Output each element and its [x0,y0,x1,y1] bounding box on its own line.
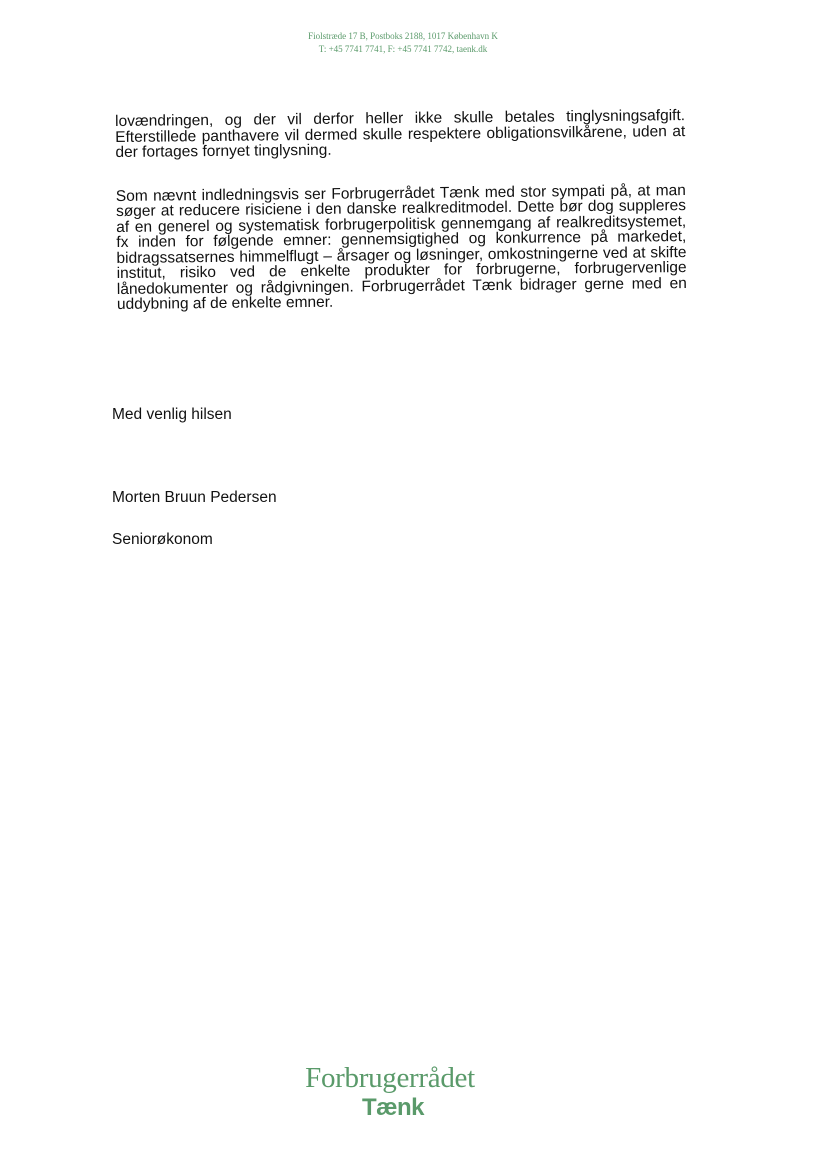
letterhead [0,30,806,56]
signer-title: Seniorøkonom [112,531,213,548]
logo-wordmark-line2: Tænk [361,1094,424,1121]
organization-logo [0,1062,780,1122]
body-paragraph-2: Som nævnt indledningsvis ser Forbrugerrådet Tænk med stor sympati på, at man søger at reducere risiciene i den danske realkreditmodel. Dette bør dog suppleres af en generel og systematisk forbrugerpolitisk gennemgang af realkreditsystemet, fx inden for følgende emner: gennemsigtighed og konkurrence på markedet, bidragssatsernes himmelflugt – årsager og løsninger, omkostningerne ved at skifte institut, risiko ved de enkelte produkter for forbrugerne, forbrugervenlige lånedokumenter og rådgivningen. Forbrugerrådet Tænk bidrager gerne med en uddybning af de enkelte emner. [115,181,687,313]
body-paragraph-1: lovændringen, og der vil derfor heller ikke skulle betales tinglysningsafgift. Efterstillede panthavere vil dermed skulle respektere obligationsvilkårene, uden at der fortages fornyet tinglysning. [114,107,686,161]
signer-name: Morten Bruun Pedersen [112,489,277,506]
letter-body [115,108,687,340]
letterhead-address: Fiolstræde 17 B, Postboks 2188, 1017 København K [308,31,498,41]
logo-wordmark-line1: Forbrugerrådet [305,1062,475,1094]
closing-greeting: Med venlig hilsen [112,406,232,423]
letterhead-contact: T: +45 7741 7741, F: +45 7741 7742, taenk.dk [318,44,488,54]
